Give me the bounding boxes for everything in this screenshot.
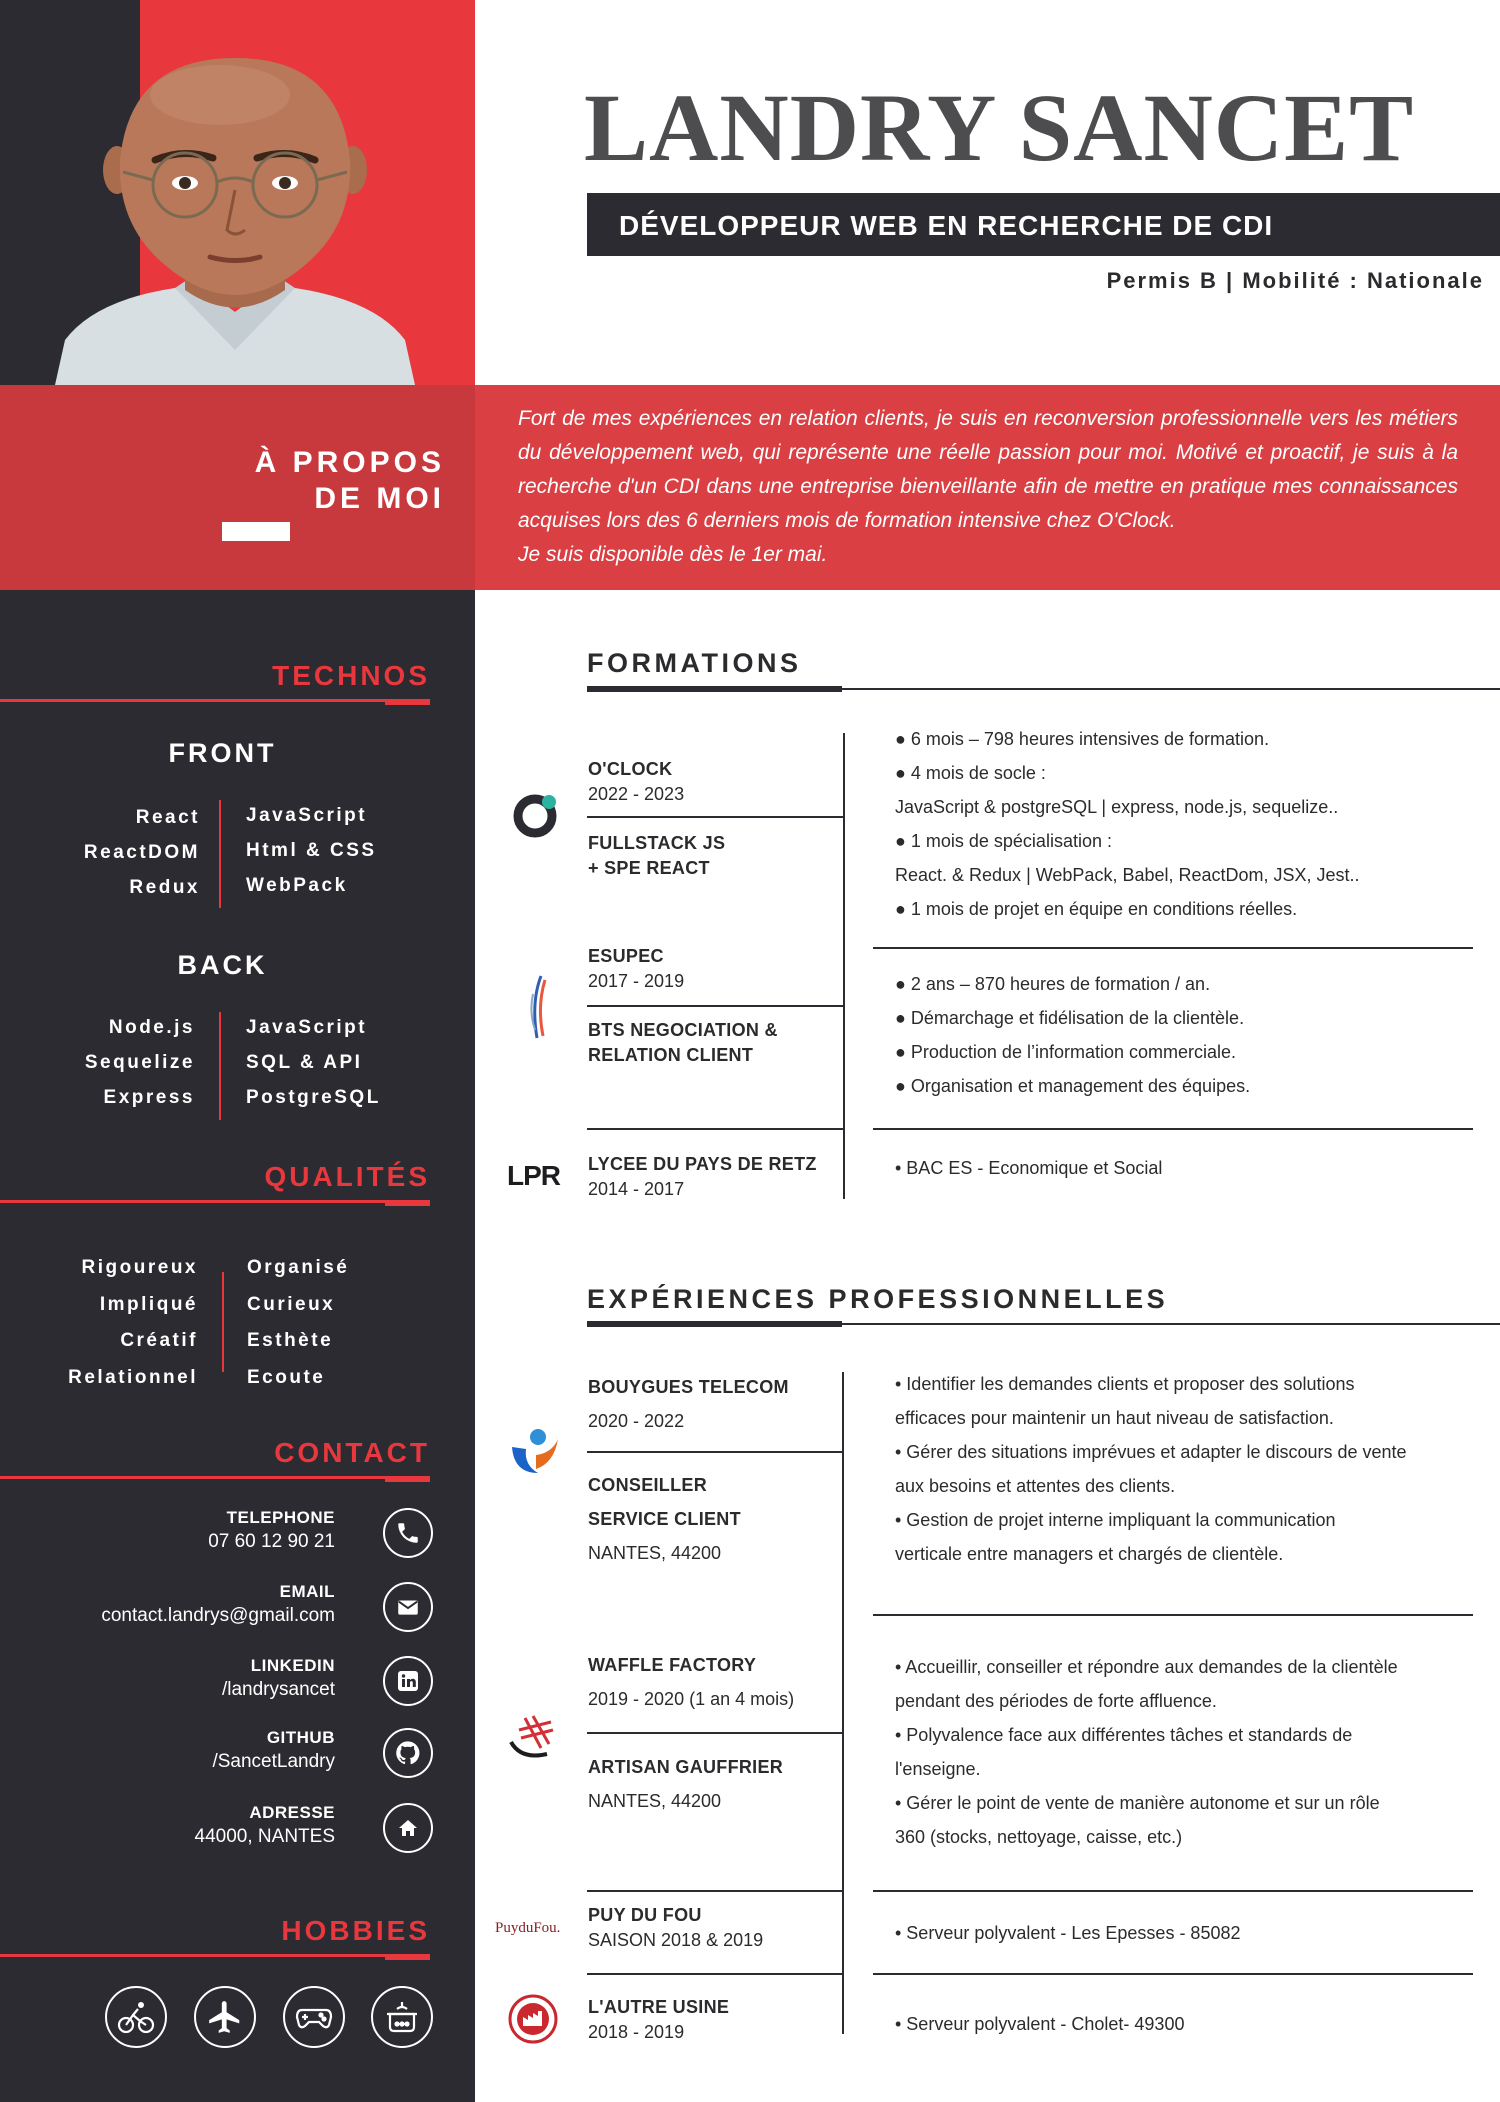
formation-dates: 2017 - 2019	[588, 971, 685, 991]
availability: Je suis disponible dès le 1er mai.	[518, 543, 828, 566]
contact-linkedin	[222, 1656, 335, 1701]
qualites-divider-vertical	[222, 1272, 224, 1372]
about-decor-bar	[222, 522, 290, 541]
bullet-line: • Gérer le point de vente de manière autonome et sur un rôle	[895, 1793, 1380, 1813]
bouygues-logo	[508, 1425, 562, 1479]
contact-email	[101, 1582, 335, 1627]
tech-item: Html & CSS	[246, 840, 377, 861]
bullet-line: • Gestion de projet interne impliquant la communication	[895, 1510, 1336, 1530]
bullet-line: • BAC ES - Economique et Social	[895, 1158, 1163, 1178]
experience-dates: 2018 - 2019	[588, 2022, 685, 2042]
bullet-line: ● Organisation et management des équipes.	[895, 1076, 1251, 1096]
experience-autreusine	[588, 1995, 848, 2045]
role-line: CONSEILLER	[588, 1475, 708, 1495]
home-icon	[383, 1803, 433, 1853]
role-line: ARTISAN GAUFFRIER	[588, 1757, 784, 1777]
bullet-line: ● Démarchage et fidélisation de la clientèle.	[895, 1008, 1245, 1028]
bullet-line: verticale entre managers et chargés de clientèle.	[895, 1544, 1284, 1564]
bullet-line: pendant des périodes de forte affluence.	[895, 1691, 1217, 1711]
esupec-logo	[525, 972, 549, 1044]
contact-address	[195, 1803, 335, 1848]
qualites-left-list	[68, 1250, 198, 1396]
experience-autreusine-details	[895, 2007, 1470, 2041]
bullet-line: ● 1 mois de projet en équipe en conditions réelles.	[895, 899, 1298, 919]
experience-puydufou	[588, 1903, 848, 1953]
qualites-right-list	[247, 1250, 349, 1396]
oclock-logo	[511, 788, 563, 840]
bullet-line: l'enseigne.	[895, 1759, 981, 1779]
diploma-line: + SPE REACT	[588, 858, 710, 878]
lpr-logo: LPR	[507, 1160, 560, 1191]
entry-separator	[587, 1890, 843, 1892]
experiences-divider	[587, 1323, 1500, 1325]
company-name: PUY DU FOU	[588, 1905, 702, 1925]
company-name: L'AUTRE USINE	[588, 1997, 730, 2017]
quality-item: Rigoureux	[81, 1257, 198, 1278]
school-name: O'CLOCK	[588, 759, 673, 779]
experience-dates: 2019 - 2020 (1 an 4 mois)	[588, 1689, 795, 1709]
experience-bouygues-role	[588, 1468, 848, 1570]
bullet-line: ● Production de l’information commerciale.	[895, 1042, 1237, 1062]
formations-divider	[587, 688, 1500, 690]
contact-heading: CONTACT	[274, 1437, 430, 1468]
bullet-line: 360 (stocks, nettoyage, caisse, etc.)	[895, 1827, 1183, 1847]
experience-waffle-role	[588, 1750, 848, 1818]
diploma-line: FULLSTACK JS	[588, 833, 726, 853]
experience-puydufou-details	[895, 1916, 1470, 1950]
bullet-line: • Gérer des situations imprévues et adapter le discours de vente	[895, 1442, 1407, 1462]
bullet-line: ● 6 mois – 798 heures intensives de formation.	[895, 729, 1270, 749]
gamepad-icon	[283, 1986, 345, 2048]
back-left-list	[85, 1010, 195, 1115]
front-left-list	[84, 800, 200, 905]
experience-dates: SAISON 2018 & 2019	[588, 1930, 764, 1950]
formation-dates: 2022 - 2023	[588, 784, 685, 804]
bullet-line: • Accueillir, conseiller et répondre aux demandes de la clientèle	[895, 1657, 1398, 1677]
formation-esupec-diploma	[588, 1018, 848, 1068]
formation-esupec-details	[895, 967, 1470, 1103]
experience-location: NANTES, 44200	[588, 1543, 722, 1563]
back-divider	[219, 1012, 221, 1120]
back-right-list	[246, 1010, 381, 1115]
about-text	[518, 402, 1458, 572]
diploma-line: RELATION CLIENT	[588, 1045, 754, 1065]
bullet-line: efficaces pour maintenir un haut niveau de satisfaction.	[895, 1408, 1334, 1428]
quality-item: Créatif	[120, 1330, 198, 1351]
entry-separator	[587, 1005, 844, 1007]
about-heading-panel	[0, 385, 475, 590]
tech-item: React	[135, 807, 200, 828]
quality-item: Ecoute	[247, 1366, 326, 1388]
quality-item: Organisé	[247, 1257, 350, 1278]
contact-label: LINKEDIN	[250, 1656, 335, 1675]
github-icon[interactable]	[383, 1728, 433, 1778]
entry-separator	[587, 1973, 843, 1975]
tech-item: PostgreSQL	[246, 1087, 381, 1108]
contact-value[interactable]: 07 60 12 90 21	[208, 1531, 335, 1552]
autre-usine-logo	[507, 1993, 559, 2045]
bullet-line: ● 4 mois de socle :	[895, 763, 1046, 783]
sidebar	[0, 590, 475, 2102]
formations-heading: FORMATIONS	[587, 648, 802, 678]
bullet-line: • Polyvalence face aux différentes tâches et standards de	[895, 1725, 1353, 1745]
about-heading-line1: À PROPOS	[254, 446, 445, 479]
bullet-line: • Serveur polyvalent - Cholet- 49300	[895, 2014, 1185, 2034]
bullet-line: JavaScript & postgreSQL | express, node.js, sequelize..	[895, 797, 1339, 817]
entry-separator	[587, 1451, 843, 1453]
diploma-line: BTS NEGOCIATION &	[588, 1020, 778, 1040]
formation-lpr	[588, 1152, 858, 1202]
entry-separator	[873, 1890, 1473, 1892]
bullet-line: React. & Redux | WebPack, Babel, ReactDom, JSX, Jest..	[895, 865, 1360, 885]
linkedin-icon[interactable]	[383, 1656, 433, 1706]
qualites-divider	[0, 1200, 430, 1203]
entry-separator	[587, 816, 844, 818]
tech-item: JavaScript	[246, 1017, 368, 1038]
formation-oclock-diploma	[588, 831, 848, 881]
technos-heading: TECHNOS	[272, 660, 430, 691]
contact-label: GITHUB	[266, 1728, 335, 1747]
contact-value[interactable]: contact.landrys@gmail.com	[101, 1605, 335, 1626]
tech-item: SQL & API	[246, 1052, 363, 1073]
bullet-line: • Identifier les demandes clients et proposer des solutions	[895, 1374, 1355, 1394]
waffle-factory-logo	[507, 1708, 563, 1764]
quality-item: Curieux	[247, 1293, 336, 1315]
contact-label: EMAIL	[279, 1582, 335, 1601]
tech-item: JavaScript	[246, 805, 368, 826]
tech-item: Sequelize	[84, 1052, 195, 1073]
about-heading-line2: DE MOI	[314, 482, 445, 515]
contact-value: 44000, NANTES	[194, 1826, 335, 1847]
formation-oclock	[588, 757, 848, 807]
job-title-bar	[587, 193, 1500, 256]
about-text-panel	[475, 385, 1500, 590]
bullet-line: ● 1 mois de spécialisation :	[895, 831, 1112, 851]
contact-divider	[0, 1476, 430, 1479]
tech-item: Node.js	[108, 1017, 195, 1038]
front-divider	[219, 800, 221, 908]
about-heading	[255, 445, 445, 517]
candidate-name: LANDRY SANCET	[584, 74, 1415, 181]
hobbies-divider	[0, 1954, 430, 1957]
quality-item: Relationnel	[68, 1366, 198, 1388]
entry-separator	[873, 1128, 1473, 1130]
role-line: SERVICE CLIENT	[588, 1509, 741, 1529]
tech-item: ReactDOM	[83, 842, 200, 863]
email-icon[interactable]	[383, 1582, 433, 1632]
contact-label: TELEPHONE	[226, 1508, 335, 1527]
about-paragraph: Fort de mes expériences en relation clients, je suis en reconversion professionnelle vers les métiers du développement web, qui représente une réelle passion pour moi. Motivé et proactif, je suis à la recherche d'un CDI dans une entreprise bienveillante afin de mettre en pratique mes connaissances acquises lors des 6 derniers mois de formation intensive chez O'Clock.	[518, 407, 1458, 532]
quality-item: Esthète	[247, 1330, 334, 1351]
entry-separator	[873, 1614, 1473, 1616]
hobbies-heading: HOBBIES	[281, 1915, 430, 1946]
contact-label: ADRESSE	[249, 1803, 335, 1822]
entry-separator	[587, 1128, 844, 1130]
experience-bouygues	[588, 1370, 848, 1438]
phone-icon[interactable]	[383, 1508, 433, 1558]
company-name: BOUYGUES TELECOM	[588, 1377, 789, 1397]
profile-portrait	[55, 50, 415, 385]
back-heading: BACK	[177, 950, 268, 980]
job-title: DÉVELOPPEUR WEB EN RECHERCHE DE CDI	[619, 210, 1274, 241]
experience-waffle-details	[895, 1650, 1470, 1854]
quality-item: Impliqué	[99, 1293, 198, 1315]
tech-item: Express	[103, 1087, 195, 1108]
puy-du-fou-logo: PuyduFou.	[495, 1920, 561, 1936]
technos-divider	[0, 699, 430, 702]
school-name: ESUPEC	[588, 946, 664, 966]
contact-value[interactable]: /SancetLandry	[212, 1751, 335, 1772]
bullet-line: ● 2 ans – 870 heures de formation / an.	[895, 974, 1211, 994]
photo-area	[0, 0, 475, 385]
formation-esupec	[588, 944, 848, 994]
experience-location: NANTES, 44200	[588, 1791, 722, 1811]
formation-oclock-details	[895, 722, 1470, 926]
qualites-heading: QUALITÉS	[264, 1161, 430, 1192]
experiences-heading: EXPÉRIENCES PROFESSIONNELLES	[587, 1284, 1169, 1314]
front-right-list	[246, 798, 377, 903]
school-name: LYCEE DU PAYS DE RETZ	[588, 1154, 817, 1174]
company-name: WAFFLE FACTORY	[588, 1655, 757, 1675]
cooking-pot-icon	[371, 1986, 433, 2048]
license-mobility: Permis B | Mobilité : Nationale	[1106, 268, 1484, 293]
experience-waffle	[588, 1648, 858, 1716]
bullet-line: aux besoins et attentes des clients.	[895, 1476, 1176, 1496]
airplane-icon	[194, 1986, 256, 2048]
contact-value[interactable]: /landrysancet	[221, 1679, 335, 1700]
contact-phone	[208, 1508, 335, 1553]
cycling-icon	[105, 1986, 167, 2048]
front-heading: FRONT	[168, 738, 277, 768]
contact-github	[212, 1728, 335, 1773]
experience-bouygues-details	[895, 1367, 1470, 1571]
bullet-line: • Serveur polyvalent - Les Epesses - 85082	[895, 1923, 1241, 1943]
experience-dates: 2020 - 2022	[588, 1411, 685, 1431]
entry-separator	[873, 1973, 1473, 1975]
tech-item: WebPack	[246, 875, 348, 896]
formation-dates: 2014 - 2017	[588, 1179, 685, 1199]
formation-lpr-details	[895, 1151, 1470, 1185]
entry-separator	[873, 947, 1473, 949]
tech-item: Redux	[129, 877, 200, 898]
entry-separator	[587, 1732, 843, 1734]
